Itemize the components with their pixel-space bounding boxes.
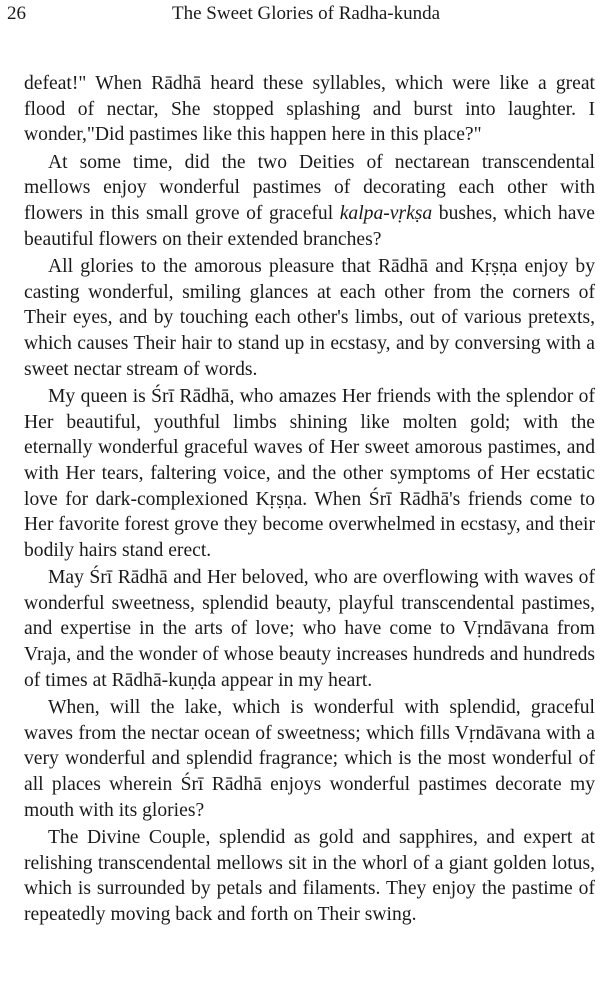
body-text (24, 71, 595, 928)
paragraph-text: All glories to the amorous pleasure that Rādhā and Kṛṣṇa enjoy by casting wonderful, smiling glances at each other from the corners of Their eyes, and by touching each other's limbs, out of various pretexts, which causes Their hair to stand up in ecstasy, and by conversing with a sweet nectar stream of words. (24, 256, 595, 380)
paragraph (24, 384, 595, 563)
running-head (7, 0, 592, 40)
page-number: 26 (7, 3, 26, 24)
running-title: The Sweet Glories of Radha-kunda (172, 3, 441, 24)
paragraph-text: At some time, did the two Deities of nectarean transcendental mellows enjoy wonderful pastimes of decorating each other with flowers in this small grove of graceful (24, 151, 595, 224)
paragraph (24, 565, 595, 693)
paragraph-text: When, will the lake, which is wonderful with splendid, graceful waves from the nectar ocean of sweetness; which fills Vṛndāvana with a very wonderful and splendid fragrance; which is the most wonderful of all places wherein Śrī Rādhā enjoys wonderful pastimes decorate my mouth with its glories? (24, 697, 595, 821)
paragraph (24, 71, 595, 148)
paragraph-text: May Śrī Rādhā and Her beloved, who are overflowing with waves of wonderful sweetness, splendid beauty, playful transcendental pastimes, and expertise in the arts of love; who have come to Vṛndāvana from Vraja, and the wonder of whose beauty increases hundreds and hundreds of times at Rādhā-kuṇḍa appear in my heart. (24, 567, 595, 691)
paragraph-text: defeat!" When Rādhā heard these syllables, which were like a great flood of nectar, She stopped splashing and burst into laughter. I wonder,"Did pastimes like this happen here in this place?" (24, 73, 595, 146)
paragraph (24, 150, 595, 252)
paragraph-text: bushes, which have beautiful flowers on their extended branches? (24, 202, 595, 250)
italic-term: kalpa-vṛkṣa (339, 202, 433, 224)
paragraph-text: The Divine Couple, splendid as gold and sapphires, and expert at relishing transcendental mellows sit in the whorl of a giant golden lotus, which is surrounded by petals and filaments. They enjoy the pastime of repeatedly moving back and forth on Their swing. (24, 827, 595, 925)
paragraph-text: My queen is Śrī Rādhā, who amazes Her friends with the splendor of Her beautiful, youthful limbs shining like molten gold; with the eternally wonderful graceful waves of Her sweet amorous pastimes, and with Her tears, faltering voice, and the other symptoms of Her ecstatic love for dark-complexioned Kṛṣṇa. When Śrī Rādhā's friends come to Her favorite forest grove they become overwhelmed in ecstasy, and their bodily hairs stand erect. (24, 386, 595, 561)
paragraph (24, 695, 595, 823)
paragraph (24, 254, 595, 382)
paragraph (24, 825, 595, 927)
